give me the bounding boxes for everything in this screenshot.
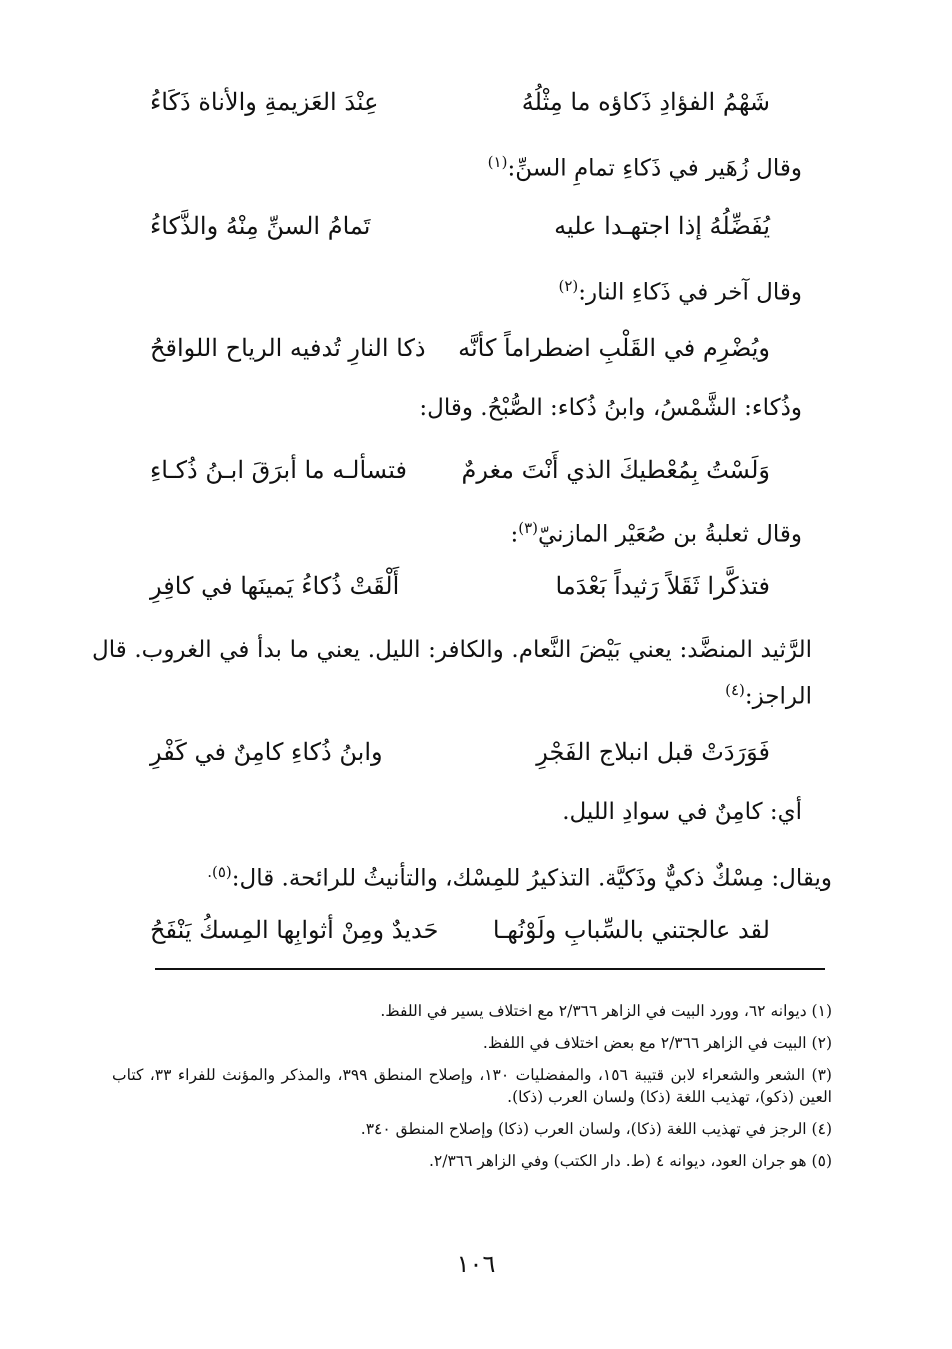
verse-line: [150, 910, 770, 950]
prose-text: الرَّثيد المنضَّد: يعني بَيْضَ النَّعام. والكافر: الليل. يعني ما بدأ في الغروب. قال الراجز:: [92, 637, 812, 710]
prose-line: [122, 792, 802, 832]
verse-first-hemistich: لقد عالجتني بالسِّبابِ ولَوْنُهـا: [492, 916, 770, 944]
prose-paragraph: [92, 630, 812, 717]
prose-line: [122, 142, 802, 189]
footnote-number: (١): [811, 1002, 832, 1020]
footnote-number: (٢): [811, 1034, 832, 1052]
verse-line: [150, 206, 770, 246]
verse-line: [150, 732, 770, 772]
verse-first-hemistich: فَوَرَدَتْ قبل انبلاج الفَجْرِ: [536, 738, 770, 766]
footnote-reference: (٥).: [207, 863, 232, 881]
prose-line: [122, 388, 802, 428]
verse-first-hemistich: فتذكَّرا ثَقَلاً رَثيداً بَعْدَما: [555, 572, 770, 600]
footnote-reference: (٤): [725, 681, 745, 699]
footnote: [112, 1150, 832, 1172]
verse-second-hemistich: حَديدٌ ومِنْ أثوابِها المِسكُ يَنْفَحُ: [150, 916, 439, 944]
prose-text: :: [510, 521, 519, 548]
footnote-reference: (٢): [558, 277, 579, 295]
footnote-reference: (١): [487, 153, 508, 171]
footnote: [112, 1032, 832, 1054]
footnote: [112, 1118, 832, 1140]
footnotes: [112, 1000, 832, 1182]
prose-text: أي: كامِنٌ في سوادِ الليل.: [562, 799, 802, 825]
footnote-text: الرجز في تهذيب اللغة (ذكا)، ولسان العرب (ذكا) وإصلاح المنطق ٣٤٠.: [360, 1120, 807, 1138]
footnote-number: (٣): [811, 1066, 832, 1084]
verse-second-hemistich: ذكا النارِ تُدفيه الرياح اللواقحُ: [150, 334, 426, 362]
footnote-number: (٤): [811, 1120, 832, 1138]
verse-second-hemistich: تَمامُ السنِّ مِنْهُ والذَّكاءُ: [150, 212, 371, 240]
verse-first-hemistich: وَلَسْتُ بِمُعْطيكَ الذي أَنْتَ مغرمٌ: [461, 456, 770, 484]
footnote-separator: [155, 968, 825, 970]
verse-second-hemistich: أَلْقَتْ ذُكاءُ يَمينَها في كافِرِ: [150, 572, 400, 600]
footnote: [112, 1064, 832, 1108]
verse-line: [150, 82, 770, 122]
prose-text: وقال ثعلبةُ بن صُعَيْر المازنيّ: [538, 521, 802, 548]
prose-line: [122, 508, 802, 555]
verse-second-hemistich: وابنُ ذُكاءِ كامِنٌ في كَفْرِ: [150, 738, 383, 766]
verse-second-hemistich: عِنْدَ العَزيمةِ والأناة ذَكَاءُ: [150, 88, 379, 116]
prose-line: [112, 852, 832, 899]
footnote-text: البيت في الزاهر ٢/٣٦٦ مع بعض اختلاف في اللفظ.: [482, 1034, 807, 1052]
footnote-reference: (٣): [518, 519, 538, 537]
footnote-number: (٥): [811, 1152, 832, 1170]
prose-line: [122, 266, 802, 313]
footnote-text: الشعر والشعراء لابن قتيبة ١٥٦، والمفضليات ١٣٠، وإصلاح المنطق ٣٩٩، والمذكر والمؤنث للفراء ٣٣، كتاب العين (ذكو)، تهذيب اللغة (ذكا) ولسان العرب (ذكا).: [112, 1066, 832, 1106]
footnote-text: هو جران العود، ديوانه ٤ (ط. دار الكتب) وفي الزاهر ٢/٣٦٦.: [428, 1152, 807, 1170]
verse-first-hemistich: يُفَضِّلُهُ إذا اجتهـدا عليه: [554, 212, 770, 240]
prose-text: وقال آخر في ذَكاءِ النار:: [578, 279, 802, 306]
verse-second-hemistich: فتسألـه ما أبرَقَ ابـنُ ذُكـاءِ: [150, 456, 407, 484]
page-number: ١٠٦: [456, 1250, 496, 1278]
verse-line: [150, 450, 770, 490]
footnote: [112, 1000, 832, 1022]
verse-first-hemistich: شَهْمُ الفؤادِ ذَكاؤه ما مِثْلُهُ: [521, 88, 770, 116]
verse-first-hemistich: ويُضْرِم في القَلْبِ اضطراماً كأنَّه: [458, 334, 770, 362]
verse-line: [150, 328, 770, 368]
prose-text: ويقال: مِسْكٌ ذكيٌّ وذَكيَّة. التذكيرُ للمِسْك، والتأنيثُ للرائحة. قال:: [231, 865, 832, 892]
prose-text: وقال زُهَير في ذَكاءِ تمامِ السنِّ:: [507, 155, 802, 182]
prose-text: وذُكاء: الشَّمْسُ، وابنُ ذُكاء: الصُّبْحُ. وقال:: [419, 395, 802, 421]
verse-line: [150, 566, 770, 606]
footnote-text: ديوانه ٦٢، وورد البيت في الزاهر ٢/٣٦٦ مع اختلاف يسير في اللفظ.: [380, 1002, 807, 1020]
